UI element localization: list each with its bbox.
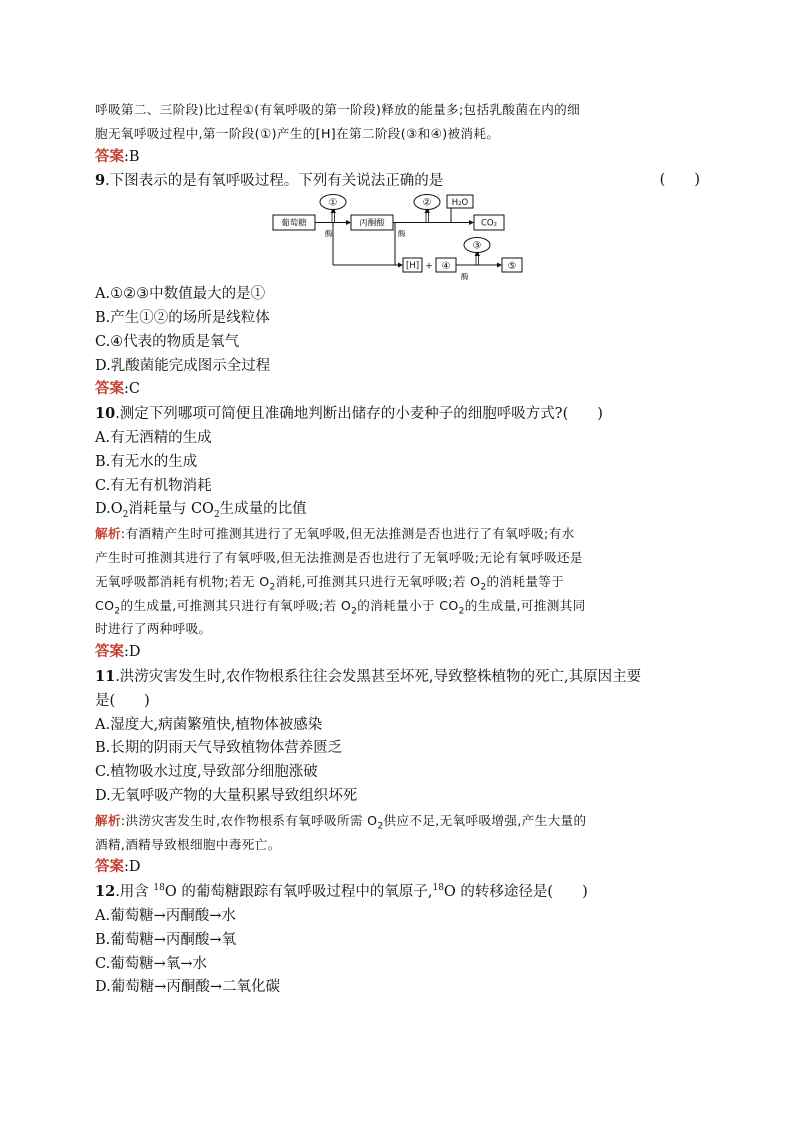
q10-option-b: B.有无水的生成 <box>95 453 198 470</box>
q10-explanation-line-3: 无氧呼吸都消耗有机物;若无 $O_2$消耗,可推测其只进行无氧呼吸;若 $O_2$的消耗量等于 <box>95 573 565 593</box>
enzyme-3-label: 酶 <box>461 272 469 282</box>
q9-answer-value: :C <box>124 381 140 398</box>
q11-option-b: B.长期的阴雨天气导致植物体营养匮乏 <box>95 740 343 757</box>
answer-label: 答案 <box>95 381 124 398</box>
explain-label: 解析 <box>95 526 121 542</box>
q9-answer <box>95 378 700 402</box>
worksheet-page <box>95 98 700 1000</box>
q10-explanation-line-2: 产生时可推测其进行了有氧呼吸,但无法推测是否也进行了无氧呼吸;无论有氧呼吸还是 <box>95 549 583 565</box>
circle-2-label: ② <box>422 197 432 209</box>
q8-answer <box>95 146 700 170</box>
intro-line-2: 胞无氧呼吸过程中,第一阶段(①)产生的[H]在第二阶段(③和④)被消耗。 <box>95 125 500 141</box>
q9-respiration-diagram <box>95 194 700 283</box>
h-label: [H] <box>405 261 420 272</box>
q12-option-a: A.葡萄糖→丙酮酸→水 <box>95 907 236 924</box>
q10-option-d: $D.O_2$消耗量与 $CO_2$生成量的比值 <box>95 501 307 521</box>
respiration-flow-svg <box>271 194 531 283</box>
circle-3-label: ③ <box>472 240 482 252</box>
q12-option-b: B.葡萄糖→丙酮酸→氧 <box>95 931 237 948</box>
q11-answer <box>95 856 700 880</box>
q11-option-c: C.植物吸水过度,导致部分细胞涨破 <box>95 764 318 781</box>
q9-option-c: C.④代表的物质是氧气 <box>95 333 240 350</box>
q10-stem-text: .测定下列哪项可简便且准确地判断出储存的小麦种子的细胞呼吸方式?( ) <box>115 406 603 423</box>
q12-option-d: D.葡萄糖→丙酮酸→二氧化碳 <box>95 979 281 996</box>
intro-line-1: 呼吸第二、三阶段)比过程①(有氧呼吸的第一阶段)释放的能量多;包括乳酸菌在内的细 <box>95 102 581 117</box>
q10-answer-value: :D <box>124 644 141 661</box>
circle-1-label: ① <box>328 197 338 209</box>
enzyme-1-label: 酶 <box>325 229 333 239</box>
q10-explanation-line-1: 解析:有酒精产生时可推测其进行了无氧呼吸,但无法推测是否也进行了有氧呼吸;有水 <box>95 526 575 542</box>
enzyme-2-label: 酶 <box>398 229 406 239</box>
q10-stem <box>95 402 700 427</box>
q11-answer-value: :D <box>124 859 141 876</box>
box-5-label: ⑤ <box>507 261 517 273</box>
answer-label: 答案 <box>95 859 124 876</box>
q11-explanation-line-1: 解析:洪涝灾害发生时,农作物根系有氧呼吸所需 $O_2$供应不足,无氧呼吸增强,产生大量的 <box>95 812 587 832</box>
q10-number: 10 <box>95 405 116 423</box>
q9-number: 9 <box>95 172 106 190</box>
q10-option-c: C.有无有机物消耗 <box>95 477 212 494</box>
q10-explanation-line-4: $CO_2$的生成量,可推测其只进行有氧呼吸;若 $O_2$的消耗量小于 $CO_2$的生成量,可推测其同 <box>95 597 586 617</box>
box-4-label: ④ <box>441 261 451 273</box>
q9-option-a: A.①②③中数值最大的是① <box>95 286 266 303</box>
q12-stem: 12.用含 $^{18}$O 的葡萄糖跟踪有氧呼吸过程中的氧原子,$^{18}$O 的转移途径是( ) <box>95 883 588 901</box>
q10-answer <box>95 641 700 665</box>
q11-stem-line-1: 11.洪涝灾害发生时,农作物根系往往会发黑甚至坏死,导致整株植物的死亡,其原因主要 <box>95 667 642 685</box>
q9-option-d: D.乳酸菌能完成图示全过程 <box>95 357 271 374</box>
q11-explanation-line-2: 酒精,酒精导致根细胞中毒死亡。 <box>95 836 281 852</box>
q10-option-a: A.有无酒精的生成 <box>95 429 212 446</box>
q9-option-b: B.产生①②的场所是线粒体 <box>95 309 270 326</box>
q9-answer-paren: ( ) <box>659 172 700 189</box>
q11-stem-line-2: 是( ) <box>95 692 150 709</box>
q9-stem-text: .下图表示的是有氧呼吸过程。下列有关说法正确的是 <box>105 173 444 190</box>
q10-explanation-line-5: 时进行了两种呼吸。 <box>95 621 212 637</box>
q11-option-d: D.无氧呼吸产物的大量积累导致组织坏死 <box>95 787 358 804</box>
q11-option-a: A.湿度大,病菌繁殖快,植物体被感染 <box>95 716 323 733</box>
h2o-label: H₂O <box>451 198 469 209</box>
co2-label: CO₂ <box>480 218 498 229</box>
plus-sign: + <box>425 261 433 272</box>
q12-number: 12 <box>95 883 116 901</box>
q11-number: 11 <box>95 667 116 685</box>
q12-option-c: C.葡萄糖→氧→水 <box>95 955 207 972</box>
glucose-label: 葡萄糖 <box>281 218 307 229</box>
q9-stem <box>95 169 700 194</box>
pyruvate-label: 丙酮酸 <box>359 218 385 229</box>
q8-answer-value: :B <box>124 148 140 165</box>
explain-label: 解析 <box>95 812 121 828</box>
answer-label: 答案 <box>95 644 124 661</box>
answer-label: 答案 <box>95 148 124 165</box>
